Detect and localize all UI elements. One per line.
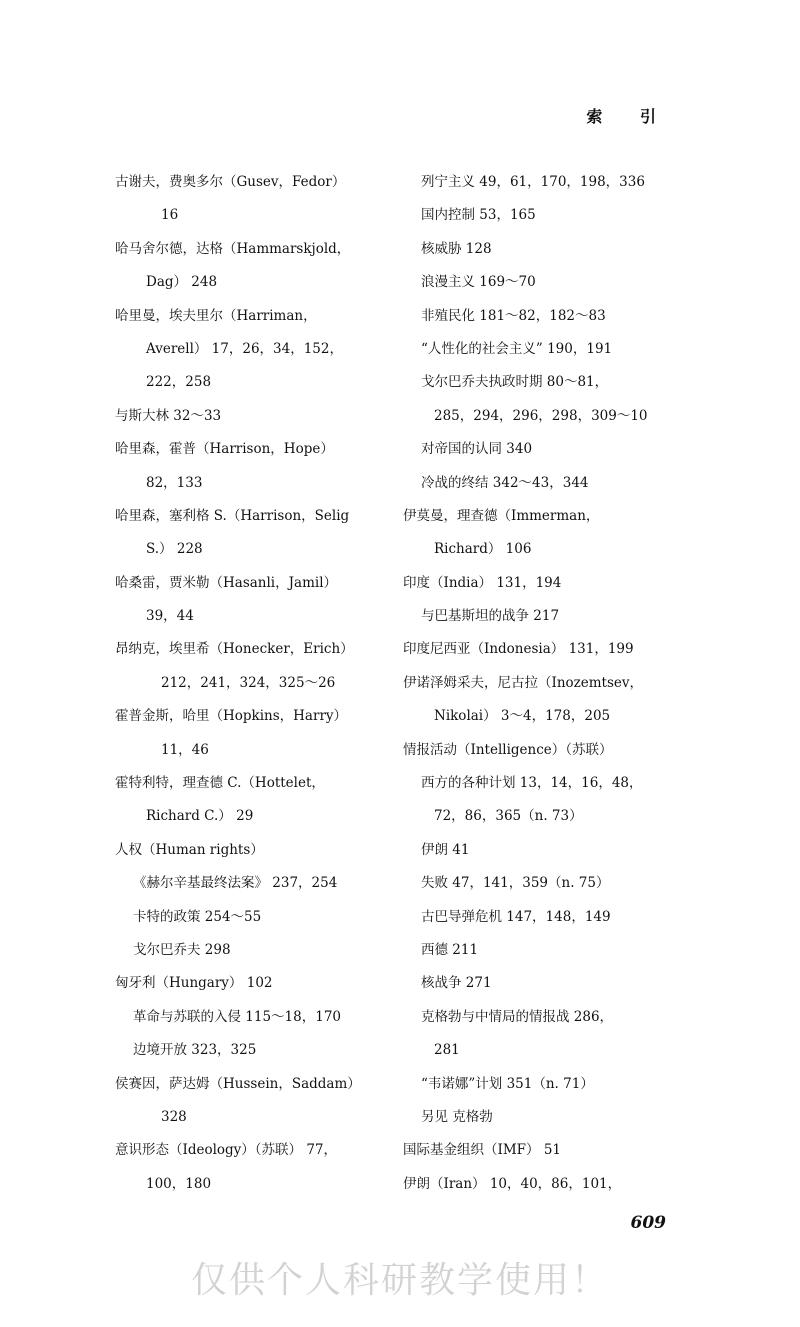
index-line: 对帝国的认同 340 (421, 441, 533, 458)
index-line: 100，180 (146, 1175, 212, 1192)
index-line: 哈里森，塞利格 S.（Harrison，Selig (115, 507, 350, 524)
watermark: 仅供个人科研教学使用！ (190, 1260, 609, 1301)
index-line: 281 (434, 1042, 460, 1059)
index-line: 核威胁 128 (421, 240, 492, 257)
index-line: 伊诺泽姆采夫，尼古拉（Inozemtsev， (403, 674, 644, 691)
index-line: 285，294，296，298，309～10 (434, 407, 648, 424)
index-line: S.） 228 (146, 541, 203, 558)
index-line: 72，86，365（n. 73） (434, 808, 583, 825)
index-column-left (115, 166, 390, 1201)
index-line: 卡特的政策 254～55 (133, 908, 262, 925)
index-line: 另见 克格勃 (421, 1108, 493, 1125)
index-line: 哈里曼，埃夫里尔（Harriman， (115, 307, 317, 324)
index-line: 222，258 (146, 374, 212, 391)
index-line: “韦诺娜”计划 351（n. 71） (421, 1075, 594, 1092)
index-line: 39，44 (146, 608, 194, 625)
index-line: 西德 211 (421, 941, 479, 958)
index-line: 与斯大林 32～33 (115, 407, 222, 424)
index-line: 霍特利特，理查德 C.（Hottelet， (115, 775, 325, 792)
index-line: 与巴基斯坦的战争 217 (421, 608, 560, 625)
index-line: 11，46 (161, 741, 209, 758)
index-line: Richard C.） 29 (146, 808, 254, 825)
index-line: Dag） 248 (146, 274, 218, 291)
index-line: 革命与苏联的入侵 115～18，170 (133, 1008, 342, 1025)
index-line: 边境开放 323，325 (133, 1042, 257, 1059)
index-line: 核战争 271 (421, 975, 492, 992)
index-line: “人性化的社会主义” 190，191 (421, 340, 613, 357)
index-line: 国际基金组织（IMF） 51 (403, 1142, 561, 1159)
index-line: 伊莫曼，理查德（Immerman， (403, 507, 600, 524)
index-line: 匈牙利（Hungary） 102 (115, 975, 273, 992)
index-line: 意识形态（Ideology）（苏联） 77， (115, 1142, 338, 1159)
index-line: 哈桑雷，贾米勒（Hasanli，Jamil） (115, 574, 338, 591)
index-line: 印度尼西亚（Indonesia） 131，199 (403, 641, 634, 658)
index-line: 古巴导弹危机 147，148，149 (421, 908, 611, 925)
index-line: 列宁主义 49，61，170，198，336 (421, 174, 645, 190)
index-line: 非殖民化 181～82，182～83 (421, 307, 606, 324)
index-line: Richard） 106 (434, 541, 532, 558)
index-line: 戈尔巴乔夫 298 (133, 941, 231, 958)
index-line: Nikolai） 3～4，178，205 (434, 708, 611, 725)
index-line: 印度（India） 131，194 (403, 574, 562, 591)
index-line: 失败 47，141，359（n. 75） (421, 875, 610, 892)
index-line: 伊朗（Iran） 10，40，86，101， (403, 1175, 622, 1192)
index-column-right (403, 166, 678, 1201)
index-line: Averell） 17，26，34，152， (146, 340, 343, 357)
index-line: 霍普金斯，哈里（Hopkins，Harry） (115, 708, 348, 725)
page-number: 609 (630, 1213, 666, 1233)
index-line: 戈尔巴乔夫执政时期 80～81， (421, 374, 609, 391)
index-line: 人权（Human rights） (115, 841, 264, 858)
index-line: 情报活动（Intelligence）（苏联） (403, 741, 613, 758)
index-line: 328 (161, 1108, 187, 1125)
index-line: 哈马舍尔德，达格（Hammarskjold， (115, 240, 351, 257)
index-line: 西方的各种计划 13，14，16，48， (421, 775, 643, 792)
index-line: 国内控制 53，165 (421, 207, 536, 224)
index-line: 《赫尔辛基最终法案》 237，254 (133, 875, 338, 892)
index-line: 212，241，324，325～26 (161, 674, 336, 691)
index-line: 昂纳克，埃里希（Honecker，Erich） (115, 641, 354, 658)
index-line: 哈里森，霍普（Harrison，Hope） (115, 441, 334, 458)
index-line: 16 (161, 207, 179, 224)
index-line: 82，133 (146, 474, 203, 491)
index-line: 克格勃与中情局的情报战 286， (421, 1008, 614, 1025)
index-line: 浪漫主义 169～70 (421, 274, 536, 291)
index-line: 冷战的终结 342～43，344 (421, 474, 589, 491)
index-line: 侯赛因，萨达姆（Hussein，Saddam） (115, 1075, 361, 1092)
index-line: 古谢夫，费奥多尔（Gusev，Fedor） (115, 174, 346, 190)
running-head: 索 引 (586, 107, 672, 126)
index-line: 伊朗 41 (421, 841, 470, 858)
